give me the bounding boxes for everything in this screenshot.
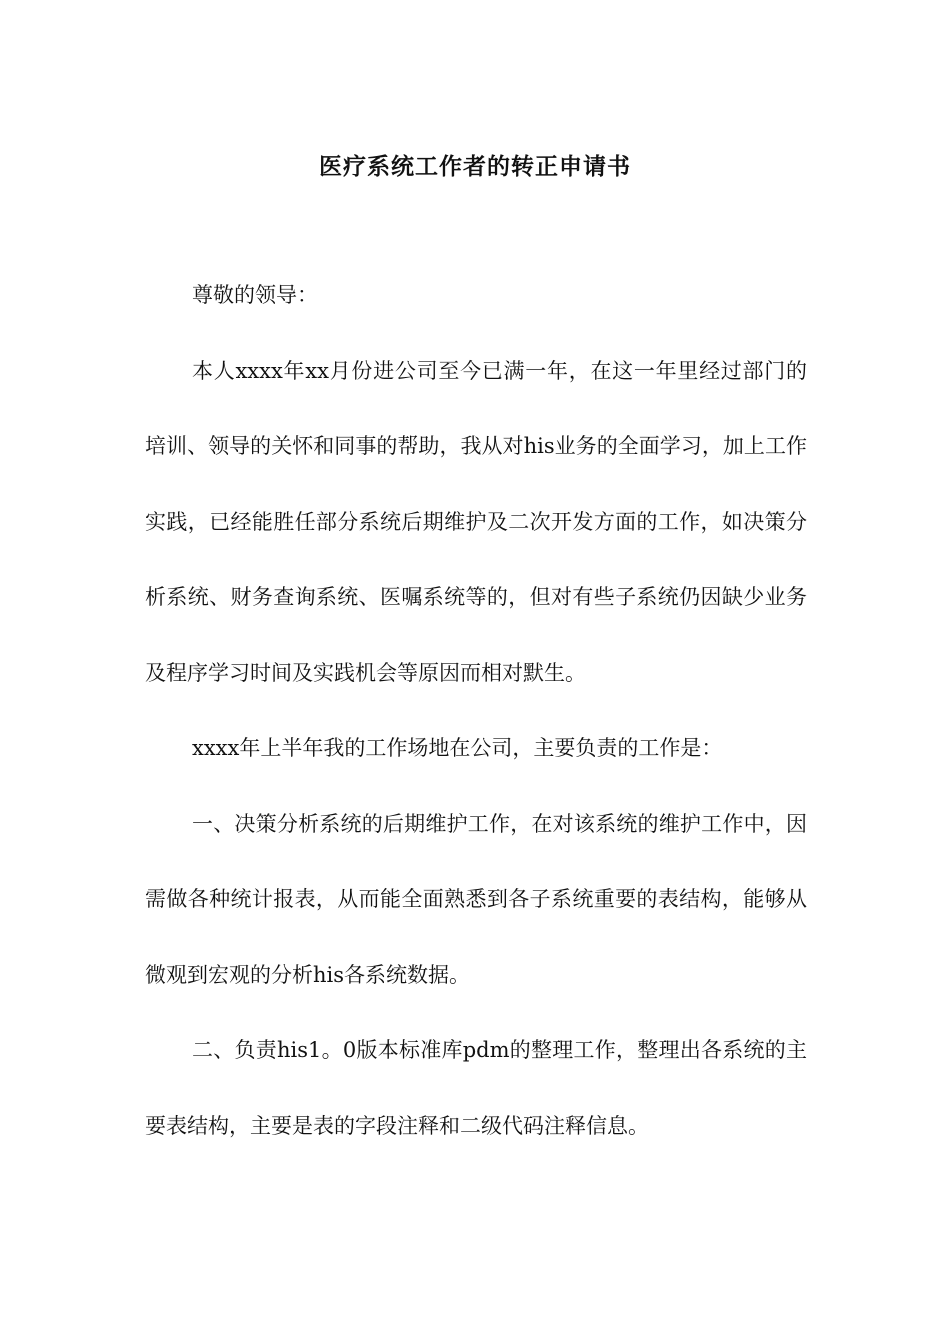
body-paragraph: 二、负责his1。0版本标准库pdm的整理工作，整理出各系统的主要表结构，主要是表的字段注释和二级代码注释信息。 [145,1038,807,1138]
document-title: 医疗系统工作者的转正申请书 [319,153,631,181]
body-paragraph: 一、决策分析系统的后期维护工作，在对该系统的维护工作中，因需做各种统计报表，从而能全面熟悉到各子系统重要的表结构，能够从微观到宏观的分析his各系统数据。 [145,811,807,987]
body-paragraph: xxxx年上半年我的工作场地在公司，主要负责的工作是： [192,736,723,760]
body-paragraph: 本人xxxx年xx月份进公司至今已满一年，在这一年里经过部门的培训、领导的关怀和同事的帮助，我从对his业务的全面学习，加上工作实践，已经能胜任部分系统后期维护及二次开发方面的工作，如决策分析系统、财务查询系统、医嘱系统等的，但对有些子系统仍因缺少业务及程序学习时间及实践机会等原因而相对默生。 [145,358,807,685]
salutation-paragraph: 尊敬的领导： [192,283,318,307]
document-body [145,258,807,1164]
